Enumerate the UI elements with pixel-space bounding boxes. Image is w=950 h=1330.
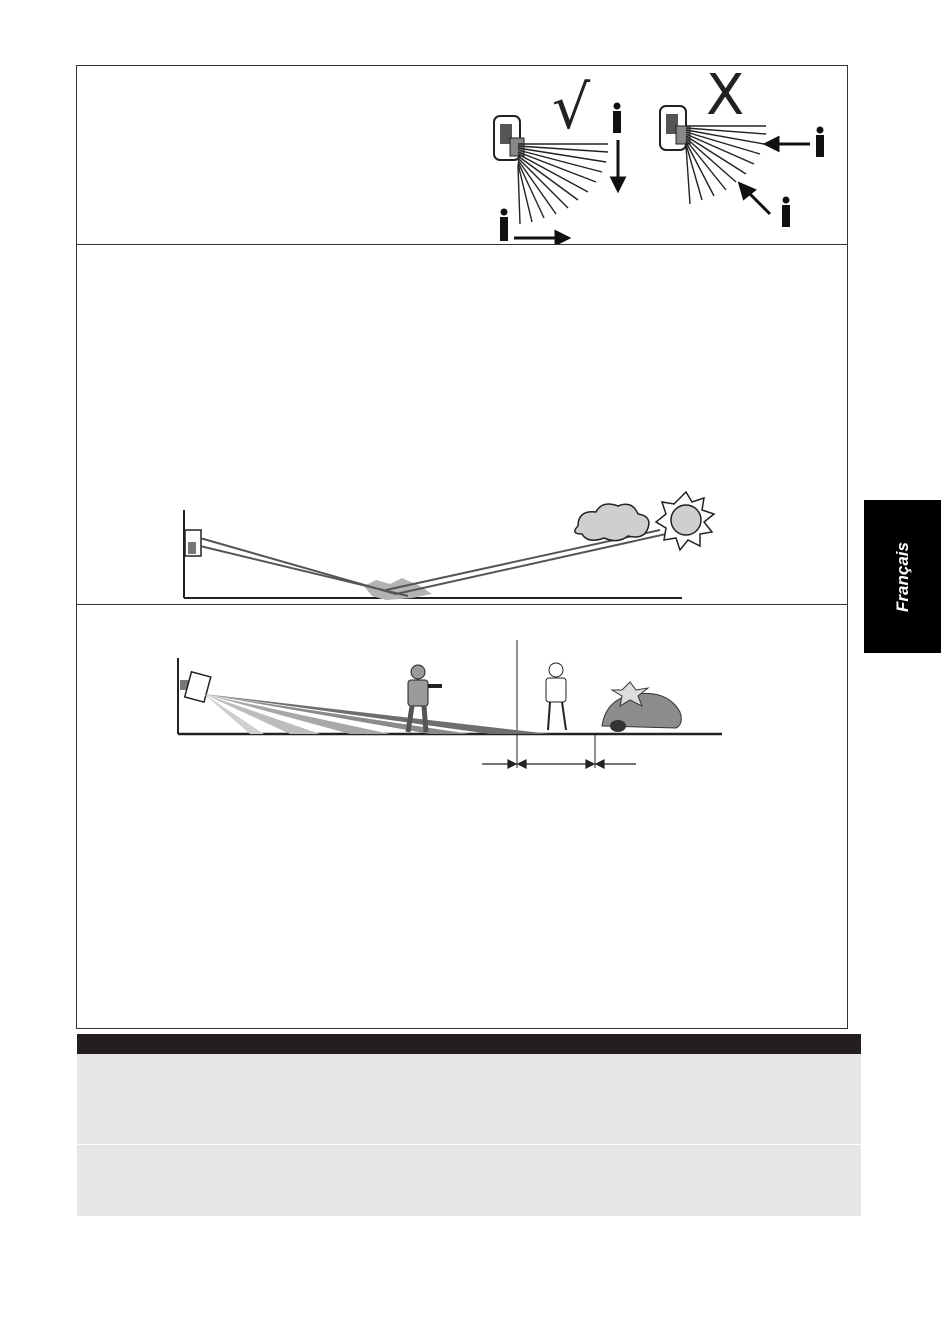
section-divider <box>76 244 848 245</box>
notice-row <box>77 1054 861 1144</box>
detector-icon <box>494 116 524 160</box>
notice-row <box>77 1145 861 1216</box>
detector-icon <box>180 672 211 702</box>
detector-icon <box>185 530 201 556</box>
cloud-icon <box>575 504 649 541</box>
detection-fan-icon <box>518 144 608 224</box>
correct-mark: √ <box>552 73 591 143</box>
mounting-direction-illustration <box>480 66 848 244</box>
notice-header-bar <box>77 1034 861 1054</box>
car-icon <box>602 682 681 732</box>
movement-arrow-icon <box>740 138 810 214</box>
detection-fan-icon <box>686 126 766 204</box>
section-divider <box>76 604 848 605</box>
incorrect-mark: X <box>706 66 745 128</box>
sunlight-reflection-illustration <box>176 490 726 602</box>
language-tab-label: Français <box>892 541 912 612</box>
detector-icon <box>660 106 690 150</box>
person-icon <box>782 127 824 228</box>
sun-icon <box>656 492 714 550</box>
person-icon <box>546 663 566 730</box>
dimension-arrow-icon <box>482 760 636 768</box>
detection-beam-icon <box>204 694 550 734</box>
language-tab <box>864 500 941 653</box>
detection-range-illustration <box>170 636 730 776</box>
